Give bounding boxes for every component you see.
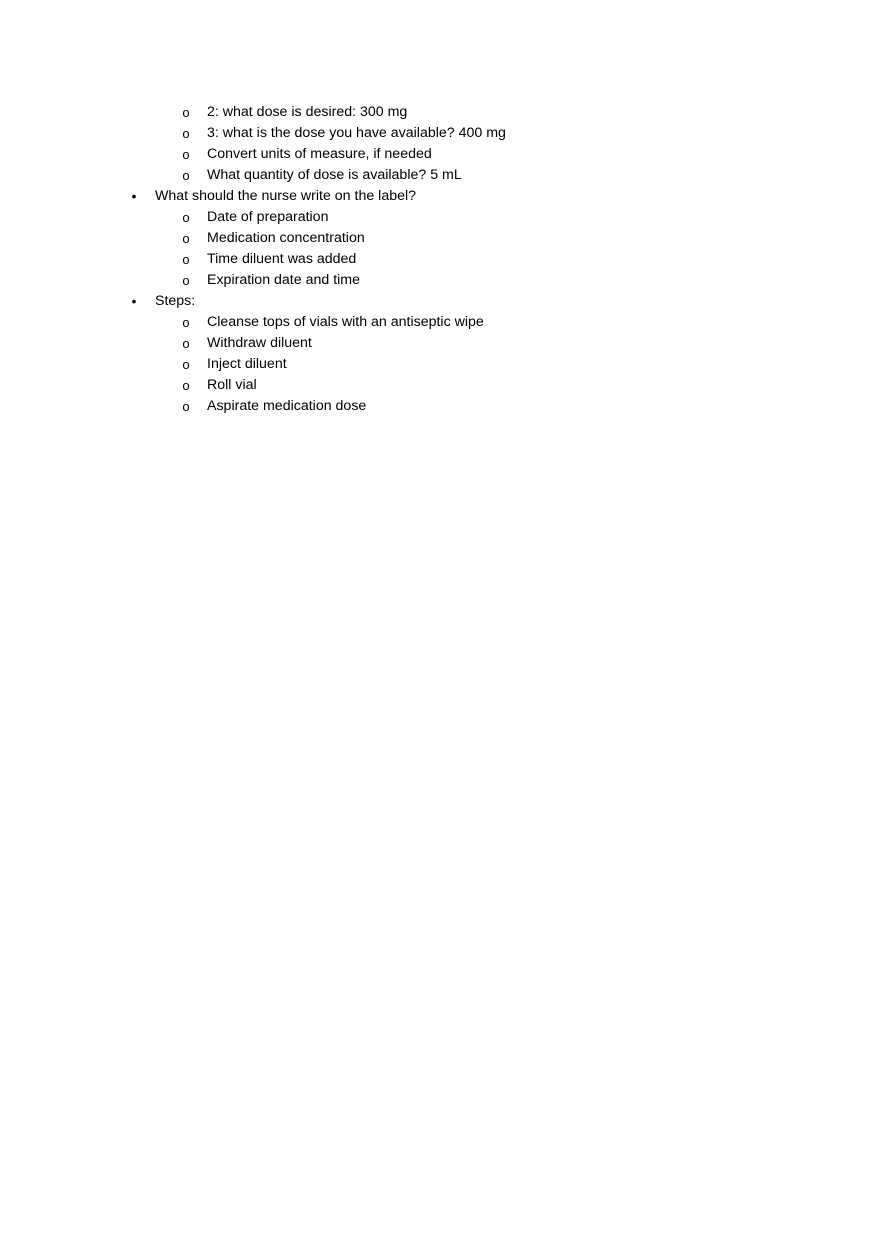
list-item-text: Medication concentration (207, 230, 365, 246)
sub-bullet-icon: o (182, 252, 190, 267)
list-item (0, 375, 880, 396)
list-item (0, 396, 880, 417)
document-body (0, 102, 880, 417)
list-item (0, 207, 880, 228)
list-item-text: What quantity of dose is available? 5 mL (207, 167, 462, 183)
list-item-text: Withdraw diluent (207, 335, 312, 351)
sub-bullet-icon: o (182, 105, 190, 120)
list-item (0, 165, 880, 186)
sub-bullet-icon: o (182, 210, 190, 225)
sub-bullet-icon: o (182, 378, 190, 393)
list-item-text: 3: what is the dose you have available? 400 mg (207, 125, 506, 141)
list-item (0, 123, 880, 144)
list-item-text: Aspirate medication dose (207, 398, 367, 414)
sub-bullet-icon: o (182, 399, 190, 414)
list-item-text: Inject diluent (207, 356, 287, 372)
label-section-heading (0, 186, 880, 207)
list-item (0, 270, 880, 291)
bullet-icon: • (131, 188, 137, 204)
list-item-text: Roll vial (207, 377, 257, 393)
bullet-icon: • (131, 293, 137, 309)
list-item (0, 249, 880, 270)
list-item (0, 312, 880, 333)
section-heading-text: What should the nurse write on the label? (155, 188, 417, 204)
steps-section-heading (0, 291, 880, 312)
sub-bullet-icon: o (182, 126, 190, 141)
list-item (0, 102, 880, 123)
list-item (0, 144, 880, 165)
list-item-text: Cleanse tops of vials with an antiseptic wipe (207, 314, 484, 330)
section-heading-text: Steps: (155, 293, 196, 309)
list-item-text: Expiration date and time (207, 272, 361, 288)
list-item (0, 333, 880, 354)
sub-bullet-icon: o (182, 273, 190, 288)
list-item (0, 354, 880, 375)
list-item (0, 228, 880, 249)
sub-bullet-icon: o (182, 147, 190, 162)
sub-bullet-icon: o (182, 315, 190, 330)
sub-bullet-icon: o (182, 357, 190, 372)
list-item-text: 2: what dose is desired: 300 mg (207, 104, 408, 120)
sub-bullet-icon: o (182, 231, 190, 246)
list-item-text: Time diluent was added (207, 251, 357, 267)
sub-bullet-icon: o (182, 336, 190, 351)
list-item-text: Convert units of measure, if needed (207, 146, 432, 162)
list-item-text: Date of preparation (207, 209, 329, 225)
sub-bullet-icon: o (182, 168, 190, 183)
